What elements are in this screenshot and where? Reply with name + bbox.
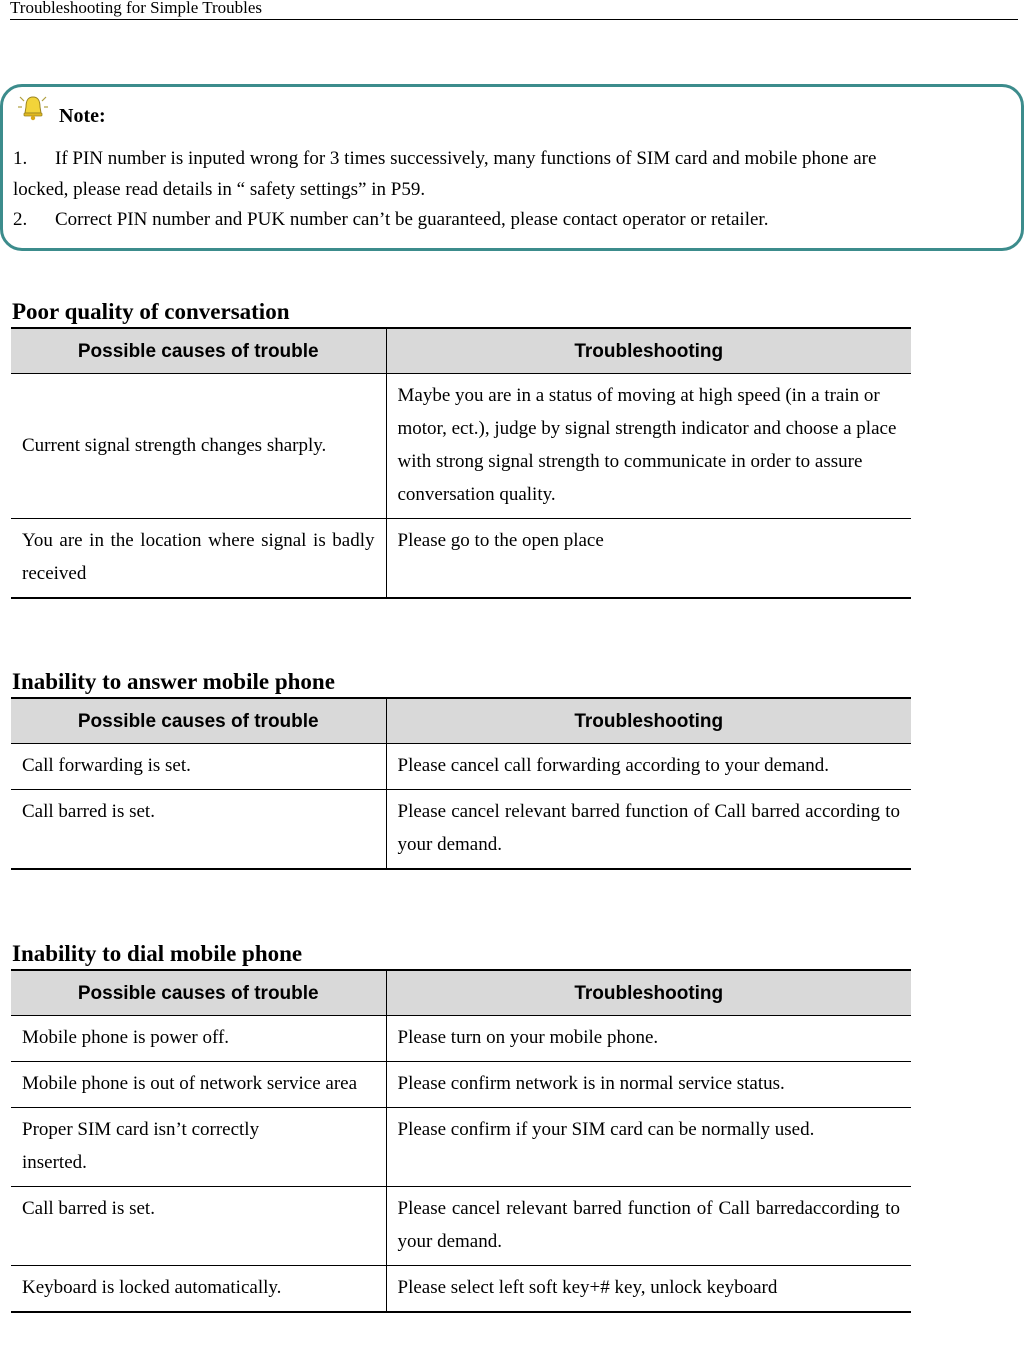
cause-cell: You are in the location where signal is badly received xyxy=(11,519,386,599)
table-row xyxy=(11,790,911,870)
cause-cell: Proper SIM card isn’t correctly inserted. xyxy=(11,1108,386,1187)
table-header-row xyxy=(11,970,911,1016)
running-header: Troubleshooting for Simple Troubles xyxy=(10,0,1018,20)
note-item-number: 1. xyxy=(13,148,28,169)
note-item-text: Correct PIN number and PUK number can’t be guaranteed, please contact operator or retailer. xyxy=(55,209,769,230)
note-box xyxy=(0,84,1024,251)
table-header-row xyxy=(11,698,911,744)
column-header-causes: Possible causes of trouble xyxy=(11,698,386,744)
fix-cell: Please confirm if your SIM card can be normally used. xyxy=(386,1108,911,1187)
table-header-row xyxy=(11,328,911,374)
table-row xyxy=(11,374,911,519)
fix-cell: Please cancel call forwarding according to your demand. xyxy=(386,744,911,790)
cause-cell: Call barred is set. xyxy=(11,790,386,870)
cause-cell: Call barred is set. xyxy=(11,1187,386,1266)
section-title-inability-dial: Inability to dial mobile phone xyxy=(12,941,303,966)
column-header-troubleshooting: Troubleshooting xyxy=(386,328,911,374)
cause-cell: Call forwarding is set. xyxy=(11,744,386,790)
column-header-troubleshooting: Troubleshooting xyxy=(386,970,911,1016)
note-title: Note: xyxy=(59,105,106,127)
note-item-text-continued: locked, please read details in “ safety settings” in P59. xyxy=(13,179,426,200)
note-item-text: If PIN number is inputed wrong for 3 times successively, many functions of SIM card and mobile phone are xyxy=(55,148,877,169)
fix-cell: Please cancel relevant barred function of Call barredaccording to your demand. xyxy=(386,1187,911,1266)
column-header-causes: Possible causes of trouble xyxy=(11,970,386,1016)
fix-cell: Please go to the open place xyxy=(386,519,911,599)
fix-cell: Maybe you are in a status of moving at high speed (in a train or motor, ect.), judge by signal strength indicator and choose a place with strong signal strength to communicate in order to assure conversation quality. xyxy=(386,374,911,519)
fix-cell: Please turn on your mobile phone. xyxy=(386,1016,911,1062)
table-row xyxy=(11,1108,911,1187)
column-header-causes: Possible causes of trouble xyxy=(11,328,386,374)
table-row xyxy=(11,1016,911,1062)
section-title-poor-quality: Poor quality of conversation xyxy=(12,299,290,324)
table-row xyxy=(11,519,911,599)
note-item-number: 2. xyxy=(13,209,28,230)
fix-cell: Please cancel relevant barred function of Call barred according to your demand. xyxy=(386,790,911,870)
fix-cell: Please select left soft key+# key, unlock keyboard xyxy=(386,1266,911,1313)
table-row xyxy=(11,1266,911,1313)
section-title-inability-answer: Inability to answer mobile phone xyxy=(12,669,335,694)
cause-cell: Keyboard is locked automatically. xyxy=(11,1266,386,1313)
bell-icon xyxy=(17,93,49,123)
cause-cell: Mobile phone is power off. xyxy=(11,1016,386,1062)
table-row xyxy=(11,1062,911,1108)
table-row xyxy=(11,1187,911,1266)
table-inability-answer xyxy=(11,697,911,870)
cause-cell: Mobile phone is out of network service area xyxy=(11,1062,386,1108)
table-inability-dial xyxy=(11,969,911,1313)
table-row xyxy=(11,744,911,790)
cause-cell: Current signal strength changes sharply. xyxy=(11,374,386,519)
table-poor-quality xyxy=(11,327,911,599)
column-header-troubleshooting: Troubleshooting xyxy=(386,698,911,744)
fix-cell: Please confirm network is in normal service status. xyxy=(386,1062,911,1108)
